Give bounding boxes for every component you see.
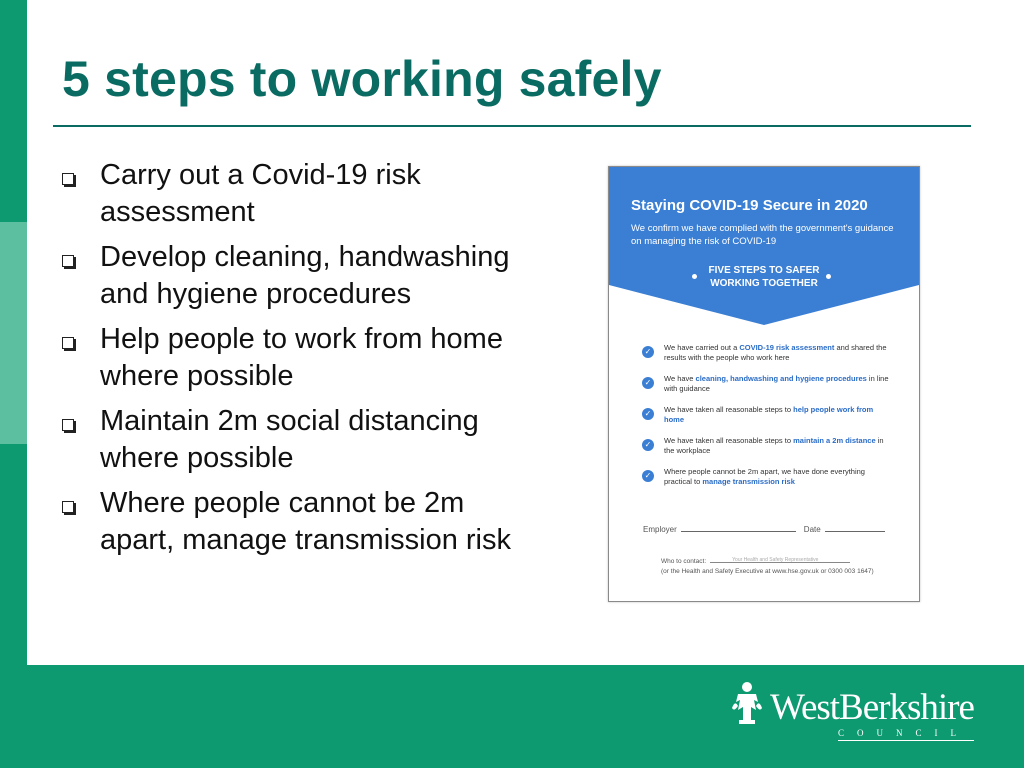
check-text-post: in the workplace [664, 436, 884, 455]
check-text-highlight: help people work from home [664, 405, 874, 424]
checkbox-bullet-icon [62, 255, 74, 267]
poster-title: Staying COVID-19 Secure in 2020 [631, 197, 868, 214]
accent-segment-middle [0, 222, 27, 444]
poster-steps-line-1: FIVE STEPS TO SAFER [708, 265, 820, 276]
bullet-item [62, 157, 532, 230]
check-icon: ✓ [642, 377, 654, 389]
check-text-pre: We have [664, 374, 696, 383]
check-text-post: and shared the results with the people who work here [664, 343, 887, 362]
check-text-highlight: COVID-19 risk assessment [739, 343, 835, 352]
accent-segment-top [0, 0, 27, 222]
check-text-highlight: maintain a 2m distance [793, 436, 876, 445]
contact-hint: Your Health and Safety Representative [732, 557, 819, 563]
slide-title: 5 steps to working safely [62, 51, 662, 107]
poster-signature-row [643, 525, 885, 534]
date-line [825, 531, 885, 532]
bullet-item [62, 403, 532, 476]
checkbox-bullet-icon [62, 419, 74, 431]
poster-check-item [642, 405, 892, 436]
bullet-list [62, 157, 532, 567]
check-icon: ✓ [642, 470, 654, 482]
contact-note: (or the Health and Safety Executive at www.hse.gov.uk or 0300 003 1647) [661, 568, 874, 575]
poster-checklist [642, 343, 892, 498]
bullet-text: Carry out a Covid-19 risk assessment [100, 159, 421, 228]
title-underline [53, 125, 971, 127]
check-text-pre: We have taken all reasonable steps to [664, 405, 794, 414]
poster-subtitle: We confirm we have complied with the government's guidance on managing the risk of COVID-19 [631, 223, 894, 247]
check-icon: ✓ [642, 346, 654, 358]
bullet-text: Develop cleaning, handwashing and hygiene procedures [100, 241, 510, 310]
checkbox-bullet-icon [62, 337, 74, 349]
checkbox-bullet-icon [62, 173, 74, 185]
poster-steps-line-2: WORKING TOGETHER [710, 278, 818, 289]
employer-label: Employer [643, 525, 677, 534]
bullet-text: Maintain 2m social distancing where possible [100, 405, 479, 474]
check-text-pre: We have taken all reasonable steps to [664, 436, 794, 445]
bullet-text: Help people to work from home where possible [100, 323, 503, 392]
poster-check-item [642, 343, 892, 374]
poster-header [609, 167, 919, 327]
crest-icon [730, 680, 764, 728]
left-accent-bar [0, 0, 27, 665]
contact-row [661, 557, 874, 567]
check-text-pre: Where people cannot be 2m apart, we have done everything practical to [664, 467, 865, 486]
contact-line [710, 557, 850, 563]
covid-secure-poster [608, 166, 920, 602]
bullet-dot-icon [826, 274, 831, 279]
poster-check-item [642, 467, 892, 498]
bullet-item [62, 485, 532, 558]
checkbox-bullet-icon [62, 501, 74, 513]
check-text-post: in line with guidance [664, 374, 889, 393]
bullet-text: Where people cannot be 2m apart, manage transmission risk [100, 487, 511, 556]
contact-label: Who to contact: [661, 558, 707, 565]
check-icon: ✓ [642, 439, 654, 451]
check-text-highlight: manage transmission risk [702, 477, 795, 486]
check-text-highlight: cleaning, handwashing and hygiene procedures [695, 374, 867, 383]
poster-check-item [642, 436, 892, 467]
poster-contact [661, 557, 874, 577]
poster-check-item [642, 374, 892, 405]
date-label: Date [803, 525, 821, 534]
logo-council-text: COUNCIL [838, 728, 969, 738]
accent-segment-bottom [0, 444, 27, 665]
bullet-item [62, 321, 532, 394]
west-berkshire-logo [730, 678, 980, 748]
logo-wordmark: WestBerkshire [770, 687, 974, 728]
check-text-pre: We have carried out a [664, 343, 740, 352]
logo-underline [838, 740, 974, 741]
bullet-item [62, 239, 532, 312]
check-icon: ✓ [642, 408, 654, 420]
poster-steps-heading [609, 264, 919, 290]
employer-line [681, 531, 796, 532]
